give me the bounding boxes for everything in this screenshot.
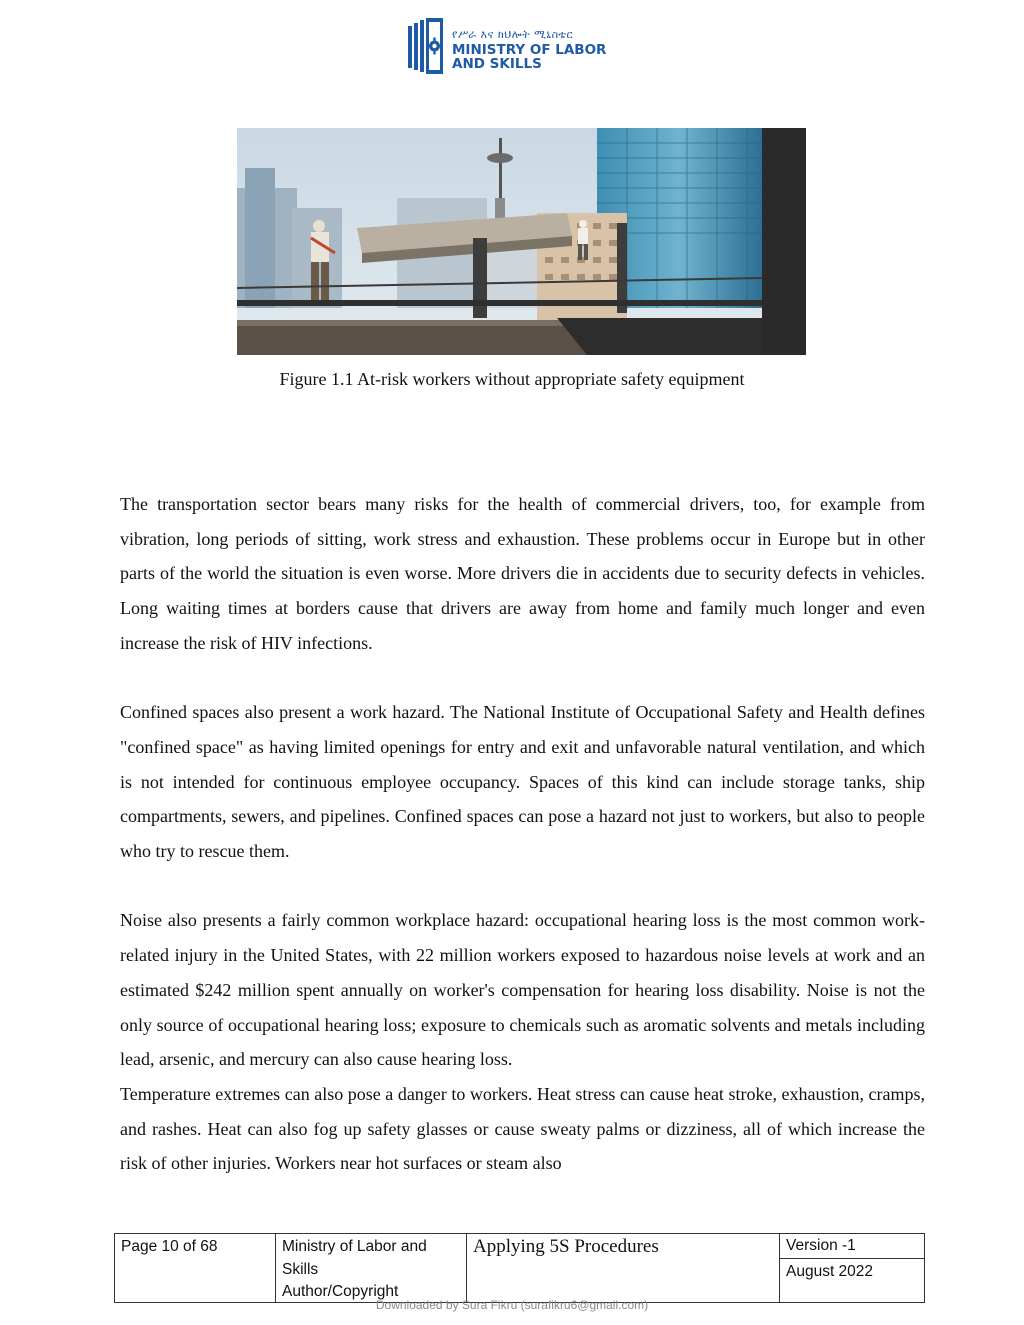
logo-amharic-text: የሥራ እና ክህሎት ሚኒስቴር (452, 28, 574, 41)
footer-org-cell (276, 1234, 467, 1302)
footer-page-cell (115, 1234, 276, 1302)
figure-photo-workers (237, 128, 806, 355)
construction-scene-image (237, 128, 806, 355)
footer-org-line-1: Ministry of Labor and (282, 1238, 427, 1255)
footer-title-cell (467, 1234, 780, 1302)
footer-version-cell (780, 1234, 924, 1302)
page-number: Page 10 of 68 (121, 1238, 218, 1255)
ministry-logo (408, 18, 638, 78)
ministry-emblem-icon (408, 18, 444, 74)
page-footer-table (114, 1233, 925, 1303)
footer-org-line-3: Author/Copyright (282, 1283, 399, 1300)
paragraph-noise: Noise also presents a fairly common workplace hazard: occupational hearing loss is the most common work-related injury in the United States, with 22 million workers exposed to hazardous noise levels at work and an estimated $242 million spent annually on worker's compensation for hearing loss disability. Noise is not the only source of occupational hearing loss; exposure to chemicals such as aromatic solvents and metals including lead, arsenic, and mercury can also cause hearing loss. (120, 910, 925, 1070)
paragraph-confined-spaces: Confined spaces also present a work hazard. The National Institute of Occupational Safety and Health defines "confined space" as having limited openings for entry and exit and unfavorable natural ventilation, and which is not intended for continuous employee occupancy. Spaces of this kind can include storage tanks, ship compartments, sewers, and pipelines. Confined spaces can pose a hazard not just to workers, but also to people who try to rescue them. (120, 702, 925, 862)
download-watermark: Downloaded by Sura Fikru (surafikru6@gmail.com) (375, 1298, 649, 1312)
figure-caption: Figure 1.1 At-risk workers without appropriate safety equipment (279, 369, 745, 389)
paragraph-temperature: Temperature extremes can also pose a danger to workers. Heat stress can cause heat stroke, exhaustion, cramps, and rashes. Heat can also fog up safety glasses or cause sweaty palms or dizziness, all of which increase the risk of other injuries. Workers near hot surfaces or steam also (120, 1083, 925, 1174)
footer-org-line-2: Skills (282, 1260, 319, 1278)
footer-document-title: Applying 5S Procedures (473, 1236, 659, 1257)
logo-line-1: MINISTRY OF LABOR (452, 42, 607, 58)
logo-wordmark (452, 28, 606, 71)
logo-line-2: AND SKILLS (452, 56, 542, 72)
body-text (120, 487, 925, 1181)
footer-date: August 2022 (786, 1263, 874, 1280)
paragraph-transportation: The transportation sector bears many risks for the health of commercial drivers, too, for example from vibration, long periods of sitting, work stress and exhaustion. These problems occur in Europe but in other parts of the world the situation is even worse. More drivers die in accidents due to security defects in vehicles. Long waiting times at borders cause that drivers are away from home and family much longer and even increase the risk of HIV infections. (120, 494, 925, 653)
footer-version: Version -1 (780, 1234, 924, 1259)
